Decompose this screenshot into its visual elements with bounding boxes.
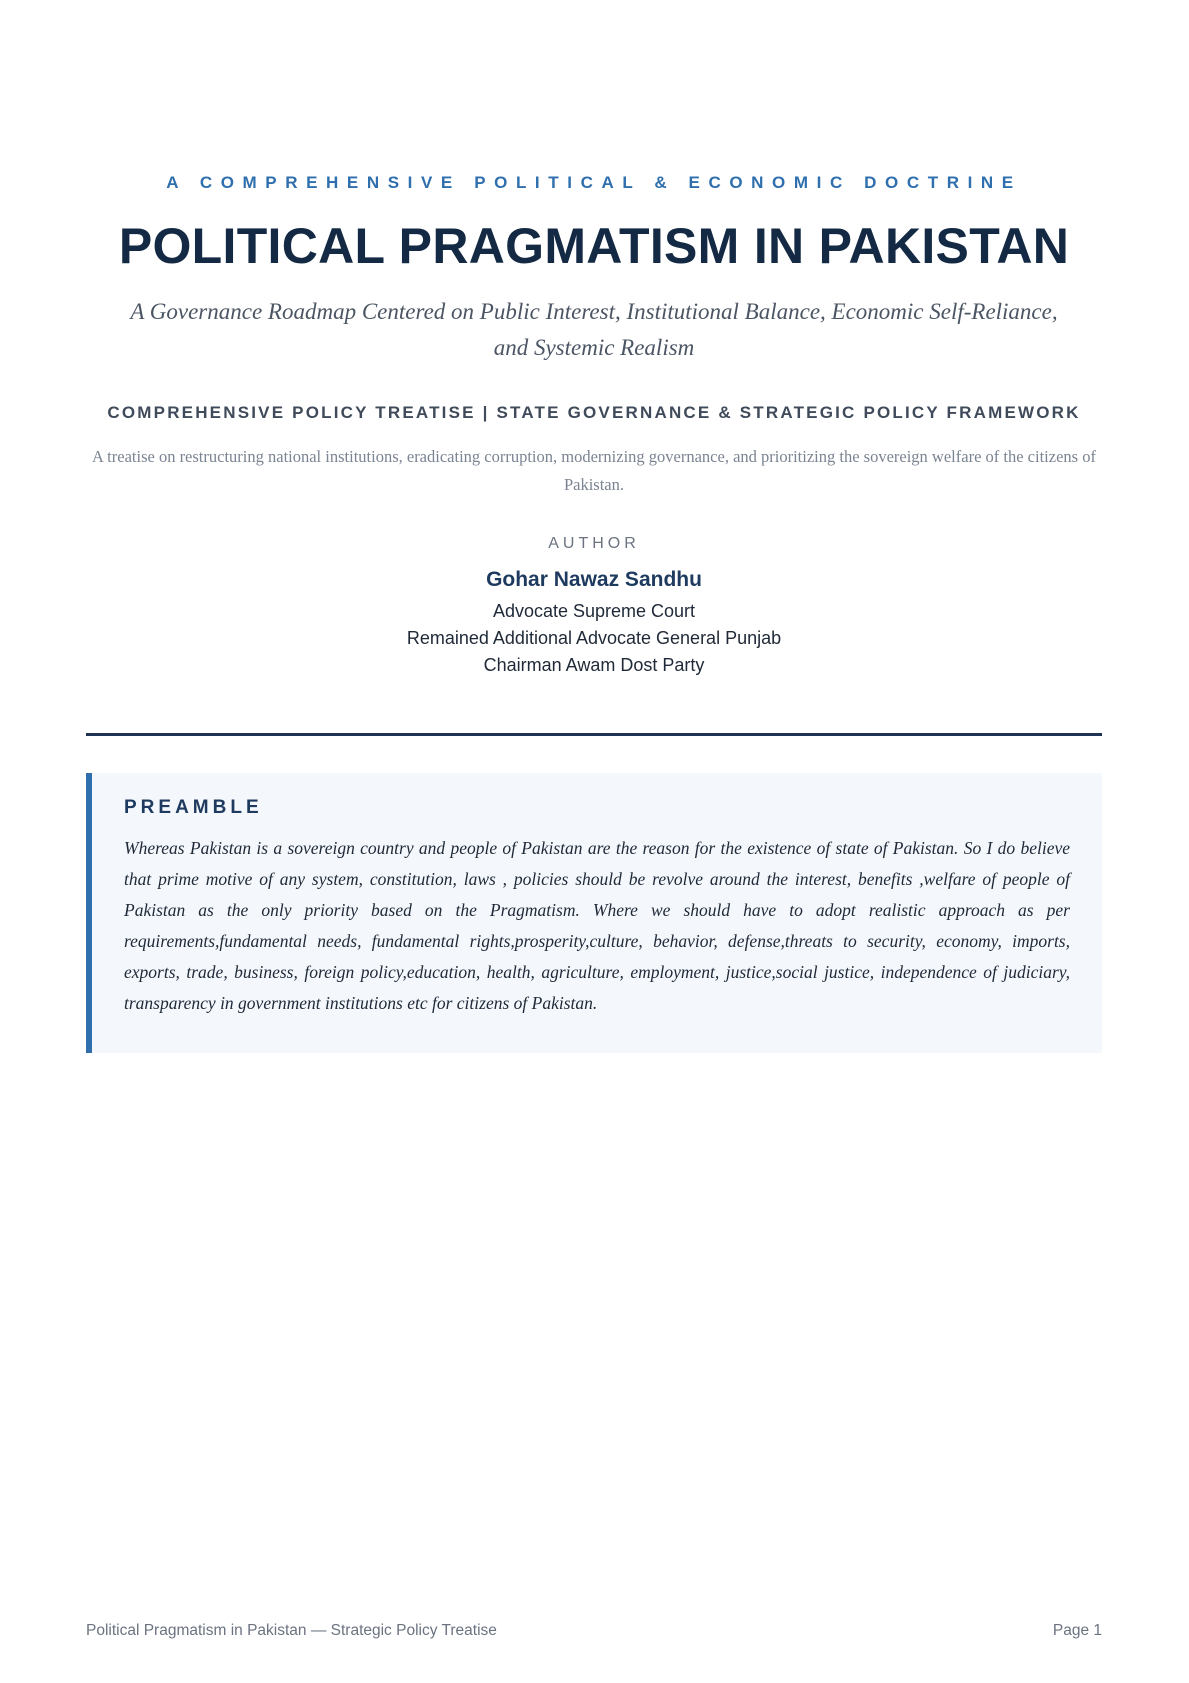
section-divider xyxy=(86,733,1102,736)
document-subtitle: A Governance Roadmap Centered on Public Interest, Institutional Balance, Economic Self-Reliance, and Systemic Realism xyxy=(130,299,1058,360)
preamble-box xyxy=(86,773,1102,1053)
framework-line: COMPREHENSIVE POLICY TREATISE | STATE GOVERNANCE & STRATEGIC POLICY FRAMEWORK xyxy=(107,403,1081,422)
document-title: POLITICAL PRAGMATISM IN PAKISTAN xyxy=(118,218,1070,274)
preamble-heading: PREAMBLE xyxy=(124,797,263,818)
author-credential: Remained Additional Advocate General Punjab xyxy=(406,628,782,648)
author-label: AUTHOR xyxy=(548,535,640,552)
author-name: Gohar Nawaz Sandhu xyxy=(486,568,702,591)
page-number: Page 1 xyxy=(1052,1622,1102,1639)
author-credential: Advocate Supreme Court xyxy=(492,601,696,621)
author-credentials xyxy=(86,598,1102,679)
treatise-summary: A treatise on restructuring national institutions, eradicating corruption, modernizing governance, and prioritizing the sovereign welfare of the citizens of Pakistan. xyxy=(92,447,1096,494)
preamble-text: Whereas Pakistan is a sovereign country and people of Pakistan are the reason for the existence of state of Pakistan. So I do believe that prime motive of any system, constitution, laws , policies should be revolve around the interest, benefits ,welfare of people of Pakistan as the only priority based on the Pragmatism. Where we should have to adopt realistic approach as per requirements,fundamental needs, fundamental rights,prosperity,culture, behavior, defense,threats to security, economy, imports, exports, trade, business, foreign policy,education, health, agriculture, employment, justice,social justice, independence of judiciary, transparency in government institutions etc for citizens of Pakistan. xyxy=(124,838,1070,1013)
author-credential: Chairman Awam Dost Party xyxy=(483,655,705,675)
footer-title: Political Pragmatism in Pakistan — Strategic Policy Treatise xyxy=(86,1622,497,1639)
doctrine-kicker: A COMPREHENSIVE POLITICAL & ECONOMIC DOCTRINE xyxy=(166,173,1022,192)
document-page xyxy=(86,0,1102,1683)
